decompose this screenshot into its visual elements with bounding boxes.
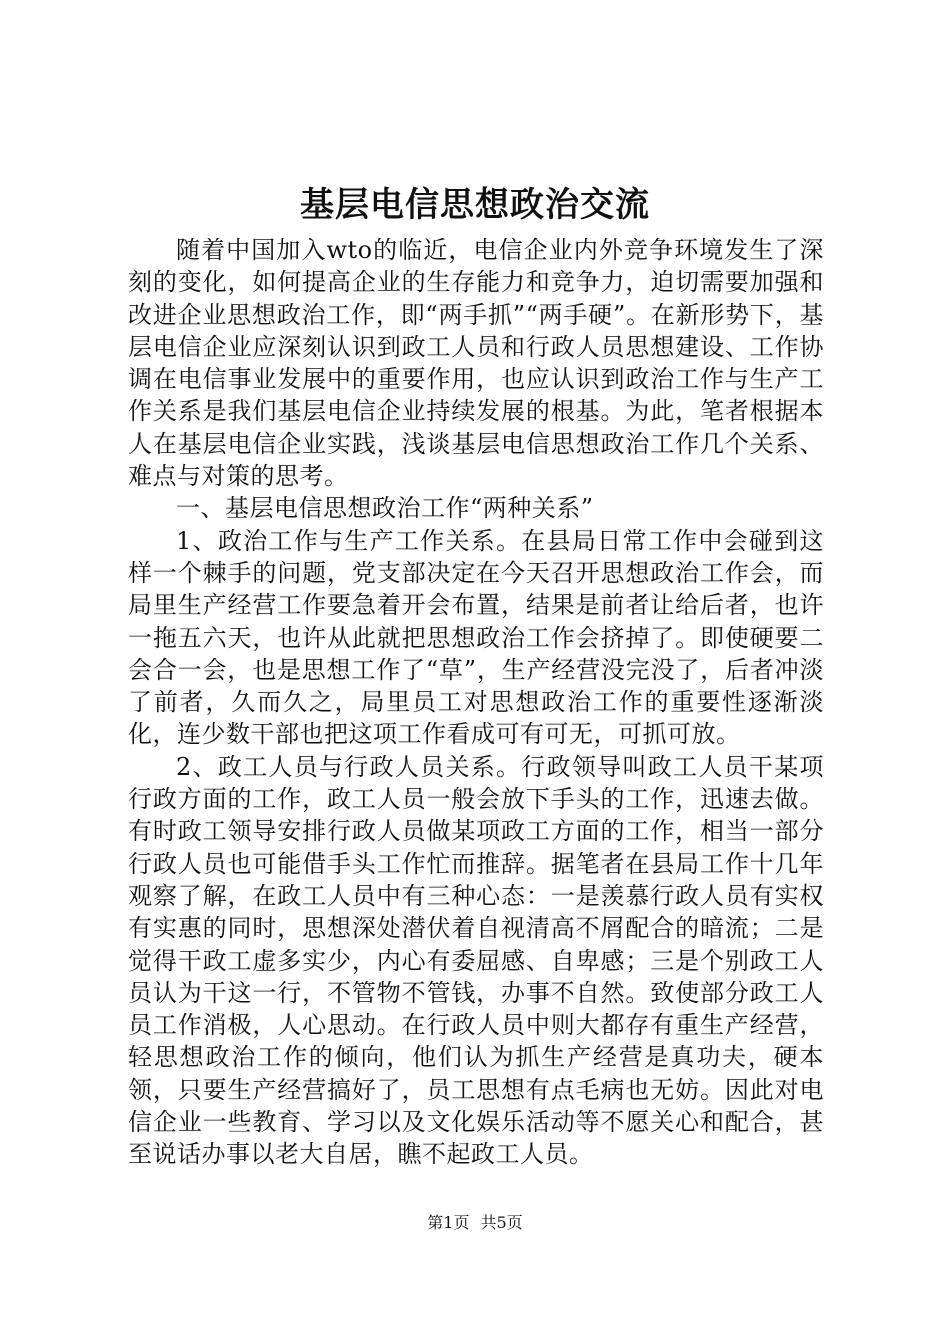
- paragraph-intro: 随着中国加入wto的临近，电信企业内外竞争环境发生了深刻的变化，如何提高企业的生存能力和竞争力，迫切需要加强和改进企业思想政治工作，即“两手抓”“两手硬”。在新形势下，基层电信企业应深刻认识到政工人员和行政人员思想建设、工作协调在电信事业发展中的重要作用，也应认识到政治工作与生产工作关系是我们基层电信企业持续发展的根基。为此，笔者根据本人在基层电信企业实践，浅谈基层电信思想政治工作几个关系、难点与对策的思考。: [128, 236, 824, 491]
- page-number: 第1页: [427, 1213, 470, 1232]
- document-body: [128, 234, 824, 1171]
- paragraph-relation-2: 2、政工人员与行政人员关系。行政领导叫政工人员干某项行政方面的工作，政工人员一般会放下手头的工作，迅速去做。有时政工领导安排行政人员做某项政工方面的工作，相当一部分行政人员也可能借手头工作忙而推辞。据笔者在县局工作十几年观察了解，在政工人员中有三种心态：一是羡慕行政人员有实权有实惠的同时，思想深处潜伏着自视清高不屑配合的暗流；二是觉得干政工虚多实少，内心有委屈感、自卑感；三是个别政工人员认为干这一行，不管物不管钱，办事不自然。致使部分政工人员工作消极，人心思动。在行政人员中则大都存有重生产经营，轻思想政治工作的倾向，他们认为抓生产经营是真功夫，硬本领，只要生产经营搞好了，员工思想有点毛病也无妨。因此对电信企业一些教育、学习以及文化娱乐活动等不愿关心和配合，甚至说话办事以老大自居，瞧不起政工人员。: [128, 752, 824, 1169]
- document-title: 基层电信思想政治交流: [300, 185, 650, 225]
- page-total: 共5页: [480, 1213, 523, 1232]
- section-heading: 一、基层电信思想政治工作“两种关系”: [176, 494, 594, 523]
- page-footer: [0, 1212, 950, 1234]
- paragraph-relation-1: 1、政治工作与生产工作关系。在县局日常工作中会碰到这样一个棘手的问题，党支部决定在今天召开思想政治工作会，而局里生产经营工作要急着开会布置，结果是前者让给后者，也许一拖五六天，也许从此就把思想政治工作会挤掉了。即使硬要二会合一会，也是思想工作了“草”，生产经营没完没了，后者冲淡了前者，久而久之，局里员工对思想政治工作的重要性逐渐淡化，连少数干部也把这项工作看成可有可无，可抓可放。: [128, 526, 824, 749]
